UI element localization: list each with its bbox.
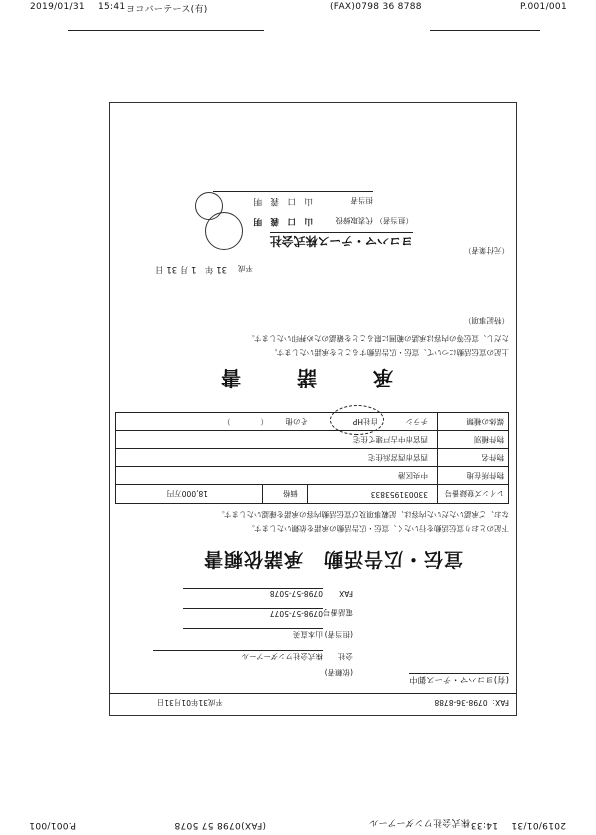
fax-bottom-page: P.001/001	[29, 820, 76, 830]
table-value-property-name: 西宮市西宮浜住宅	[368, 453, 428, 462]
table-label-media: 媒体の種類	[466, 417, 504, 426]
owner-company: ヨコハマ・テース株式会社	[269, 234, 413, 248]
person-label: （担当者）	[375, 216, 413, 225]
table-label-type: 物件種別	[474, 435, 504, 444]
fax-date: 2019/01/31	[30, 2, 85, 12]
table-value-location: 中央区港	[398, 471, 428, 480]
rep-name: 山 口 義 明	[253, 216, 313, 226]
request-line-2: なお、ご承認いただいた内容は、記載事項及び宣伝活動内容の承諾を確認いたします。	[217, 510, 509, 519]
table-value-price: 18,000万円	[166, 489, 208, 498]
company-value: 株式会社ワンダーアール	[153, 650, 323, 662]
phone-label: 電話番号	[323, 608, 353, 617]
table-label-property-name: 物件名	[481, 453, 504, 462]
sheet-fax-line: FAX：0798-36-8788	[434, 698, 509, 707]
table-label-reins: レインズ登録番号	[444, 489, 504, 498]
table-label-location: 物件所在地	[466, 471, 504, 480]
hand-drawn-circle-website	[330, 405, 384, 435]
owner-label: （元付業者）	[464, 246, 509, 255]
fax-label: FAX	[339, 589, 353, 598]
remarks-label: （特記事項）	[464, 316, 509, 325]
approval-request-sheet	[103, 98, 523, 720]
fax-bottom-number: (FAX)0798 57 5078	[174, 820, 266, 830]
approval-title: 承 諾 書	[203, 366, 393, 390]
contact-value: 山本直美	[183, 628, 323, 640]
media-option-other: その他	[285, 417, 308, 426]
sheet-frame	[109, 102, 517, 716]
person-label-2: 担当者	[350, 196, 373, 205]
fax-bottom-date: 2019/01/31	[511, 820, 566, 830]
person-rule	[213, 191, 373, 192]
sheet-recipient: (有)ヨコハマ・テース御中	[409, 674, 509, 684]
media-option-flyer: チラシ	[405, 417, 428, 426]
approval-era: 平成	[238, 264, 253, 273]
property-table	[115, 412, 509, 504]
table-value-reins: 330031953833	[370, 490, 428, 499]
sheet-date: 平成31年01月31日	[156, 698, 223, 707]
fax-page: P.001/001	[520, 2, 567, 12]
fax-value: 0798-57-5078	[183, 588, 323, 598]
approval-date: 31 年 1 月 31 日	[155, 264, 227, 274]
person-seal-stamp	[195, 192, 223, 220]
table-value-type: 西宮市中古戸建て住宅	[353, 435, 428, 444]
fax-time: 15:41	[98, 2, 126, 12]
phone-value: 0798-57-5077	[183, 608, 323, 618]
fax-number: (FAX)0798 36 8788	[330, 2, 422, 12]
fax-rule-left	[68, 30, 264, 31]
table-label-price: 価格	[283, 489, 298, 498]
fax-bottom-sender: 株式会社ワンダーアール	[368, 817, 470, 827]
fax-sender: ヨコバーテース(有)	[126, 5, 208, 15]
fax-header-top	[0, 2, 596, 16]
person-name: 山 口 義 明	[253, 196, 313, 206]
fax-bottom-time: 14:33	[470, 820, 498, 830]
fax-rule-right	[430, 30, 540, 31]
contact-label: (担当者)	[324, 630, 353, 639]
requester-label: (依頼者)	[324, 668, 353, 677]
media-option-other-paren: （ ）	[223, 417, 268, 426]
request-line-1: 下記のとおり宣伝活動を行いたく、宣伝・広告活動の承諾を依頼いたします。	[247, 524, 509, 533]
media-option-website: 自社HP	[352, 417, 378, 426]
sheet-header-rule	[109, 693, 517, 694]
company-label: 会社	[338, 652, 353, 661]
form-title: 宣伝・広告活動 承諾依頼書	[202, 548, 463, 570]
approval-line-2: ただし、宣伝等の内容は承諾の範囲に限ることを確認のため押印いたします。	[247, 334, 509, 343]
rep-label: 代表取締役	[335, 216, 373, 225]
approval-line-1: 上記の宣伝活動について、宣伝・広告活動することを承諾いたします。	[269, 348, 509, 357]
fax-header-bottom	[0, 816, 596, 830]
